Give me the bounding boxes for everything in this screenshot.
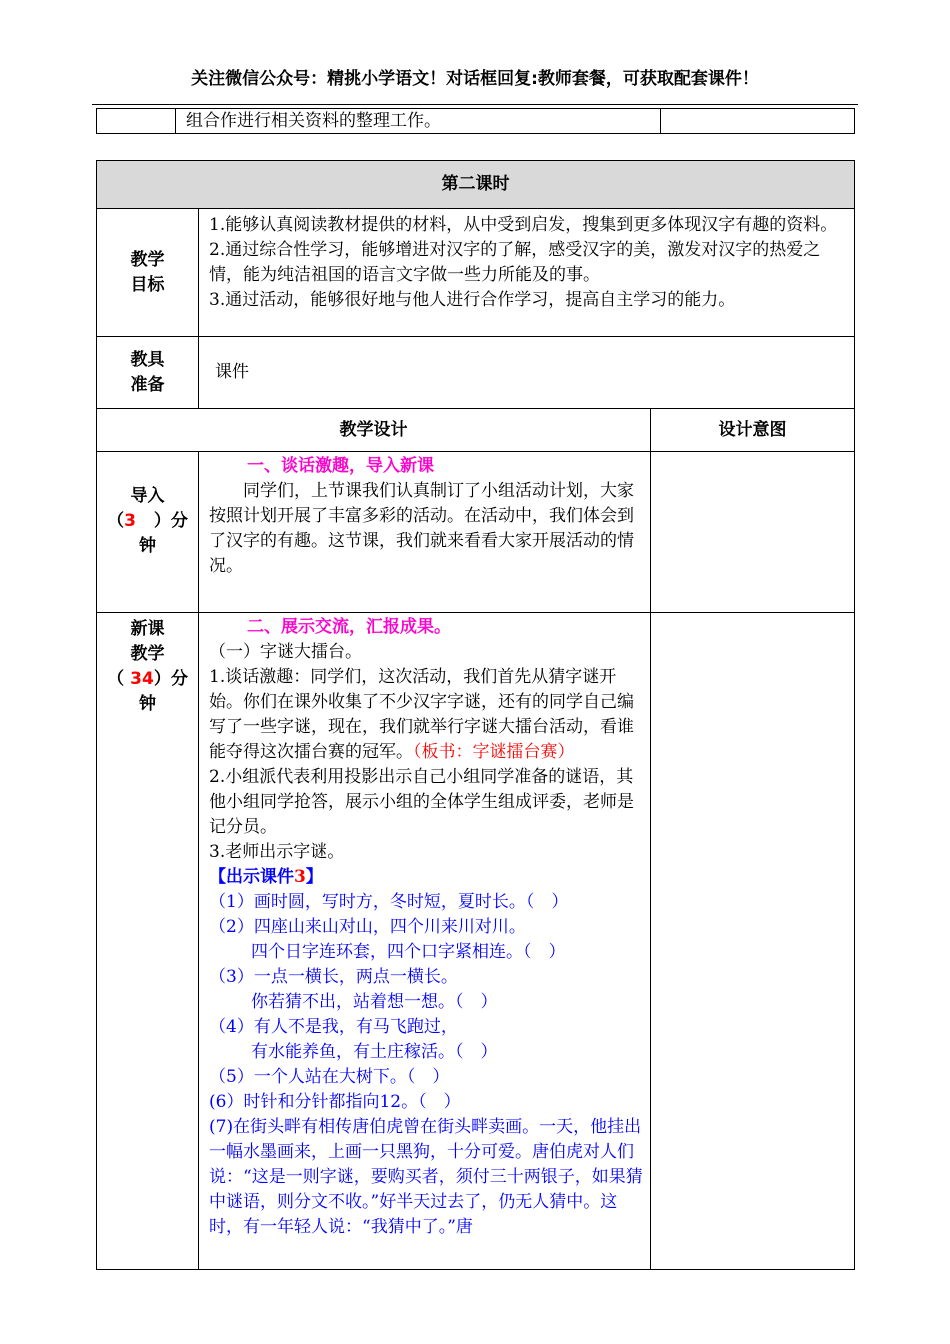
intro-text: 同学们，上节课我们认真制订了小组活动计划，大家按照计划开展了丰富多彩的活动。在活动中，我们体会到了汉字的有趣。这节课，我们就来看看大家开展活动的情况。	[209, 481, 634, 576]
intro-label-line	[97, 509, 198, 534]
goal-item: 2.通过综合性学习，能够增进对汉字的了解，感受汉字的美，激发对汉字的热爱之情，能为纯洁祖国的语言文字做一些力所能及的事。	[209, 240, 821, 285]
newlesson-content	[199, 613, 651, 1270]
show-slide-marker	[209, 865, 646, 890]
riddle-item: （1）画时圆，写时方，冬时短，夏时长。（ ）	[209, 892, 569, 912]
previous-table-fragment	[96, 108, 855, 134]
riddle-item: （5）一个人站在大树下。（ ）	[209, 1067, 450, 1087]
subsection-title: （一）字谜大擂台。	[209, 642, 362, 662]
table-row	[97, 452, 855, 613]
goals-content	[199, 209, 855, 337]
newlesson-label-line	[97, 667, 198, 692]
newlesson-label-line: 教学	[130, 644, 165, 664]
goals-label-line: 目标	[130, 274, 165, 295]
paragraph	[209, 665, 646, 765]
riddle-item: （2）四座山来山对山，四个川来川对川。	[209, 917, 526, 937]
riddle-item: 四个日字连环套，四个口字紧相连。（ ）	[251, 942, 566, 962]
show-slide-text: 】	[305, 867, 323, 887]
newlesson-intent-cell	[651, 613, 855, 1270]
empty-intent-cell	[661, 109, 855, 134]
riddle-item: 你若猜不出，站着想一想。（ ）	[251, 992, 498, 1012]
lesson-title: 第二课时	[97, 161, 855, 209]
label-paren: ）分	[153, 669, 188, 689]
header-rule	[92, 104, 858, 105]
show-slide-text: 【出示课件	[209, 867, 294, 887]
table-row	[97, 613, 855, 1270]
paragraph: 3.老师出示字谜。	[209, 842, 345, 862]
banner-notice: 关注微信公众号：精挑小学语文！对话框回复:教师套餐，可获取配套课件！	[191, 69, 759, 89]
empty-label-cell	[97, 109, 176, 134]
newlesson-label-line: 钟	[139, 694, 156, 714]
intro-content	[199, 452, 651, 613]
intro-label-line: 导入	[130, 486, 165, 506]
table-row	[97, 209, 855, 337]
newlesson-minutes: 34	[130, 669, 154, 689]
intro-label	[97, 452, 199, 613]
board-note: （板书：字谜擂台赛）	[413, 742, 575, 762]
label-paren: ）分	[153, 511, 188, 531]
riddle-item: 有水能养鱼，有土庄稼活。（ ）	[251, 1042, 498, 1062]
goal-item: 3.通过活动，能够很好地与他人进行合作学习，提高自主学习的能力。	[209, 290, 736, 310]
intro-label-line: 钟	[139, 536, 156, 556]
continued-text: 组合作进行相关资料的整理工作。	[176, 109, 661, 134]
table-row	[97, 409, 855, 452]
slide-number: 3	[294, 867, 306, 887]
intro-heading: 一、谈话激趣，导入新课	[247, 456, 434, 476]
tools-label-line: 准备	[130, 374, 165, 395]
intro-minutes: 3	[124, 511, 136, 531]
table-row	[97, 337, 855, 409]
newlesson-heading: 二、展示交流，汇报成果。	[247, 617, 451, 637]
label-paren: （	[107, 511, 125, 531]
label-paren: （	[107, 669, 125, 689]
tools-label	[97, 337, 199, 409]
riddle-item: （4）有人不是我，有马飞跑过，	[209, 1017, 458, 1037]
goals-label-line: 教学	[130, 249, 165, 270]
newlesson-label-line: 新课	[130, 619, 165, 639]
intro-intent-cell	[651, 452, 855, 613]
newlesson-label	[97, 613, 199, 1270]
design-header: 教学设计	[97, 409, 651, 452]
lesson-table	[96, 160, 855, 1270]
riddle-item: (7)在街头畔有相传唐伯虎曾在街头畔卖画。一天，他挂出一幅水墨画来，上画一只黑狗，十分可爱。唐伯虎对人们说：“这是一则字谜，要购买者，须付三十两银子，如果猜中谜语，则分文不收。”好半天过去了，仍无人猜中。这时，有一年轻人说：“我猜中了。”唐	[209, 1117, 643, 1237]
goal-item: 1.能够认真阅读教材提供的材料，从中受到启发，搜集到更多体现汉字有趣的资料。	[209, 215, 838, 235]
riddle-item: （3）一点一横长，两点一横长。	[209, 967, 458, 987]
goals-label	[97, 209, 199, 337]
table-row	[97, 161, 855, 209]
tools-label-line: 教具	[130, 349, 165, 370]
table-row	[97, 109, 855, 134]
intent-header: 设计意图	[651, 409, 855, 452]
paragraph: 2.小组派代表利用投影出示自己小组同学准备的谜语，其他小组同学抢答，展示小组的全体学生组成评委，老师是记分员。	[209, 767, 634, 837]
paragraph-text: 1.谈话激趣：同学们，这次活动，我们首先从猜字谜开始。你们在课外收集了不少汉字字谜，还有的同学自己编写了一些字谜，现在，我们就举行字谜大擂台活动，看谁能夺得这次擂台赛的冠军。	[209, 667, 634, 762]
riddle-item: (6）时针和分针都指向12。（ ）	[209, 1092, 461, 1112]
tools-content: 课件	[199, 337, 855, 409]
